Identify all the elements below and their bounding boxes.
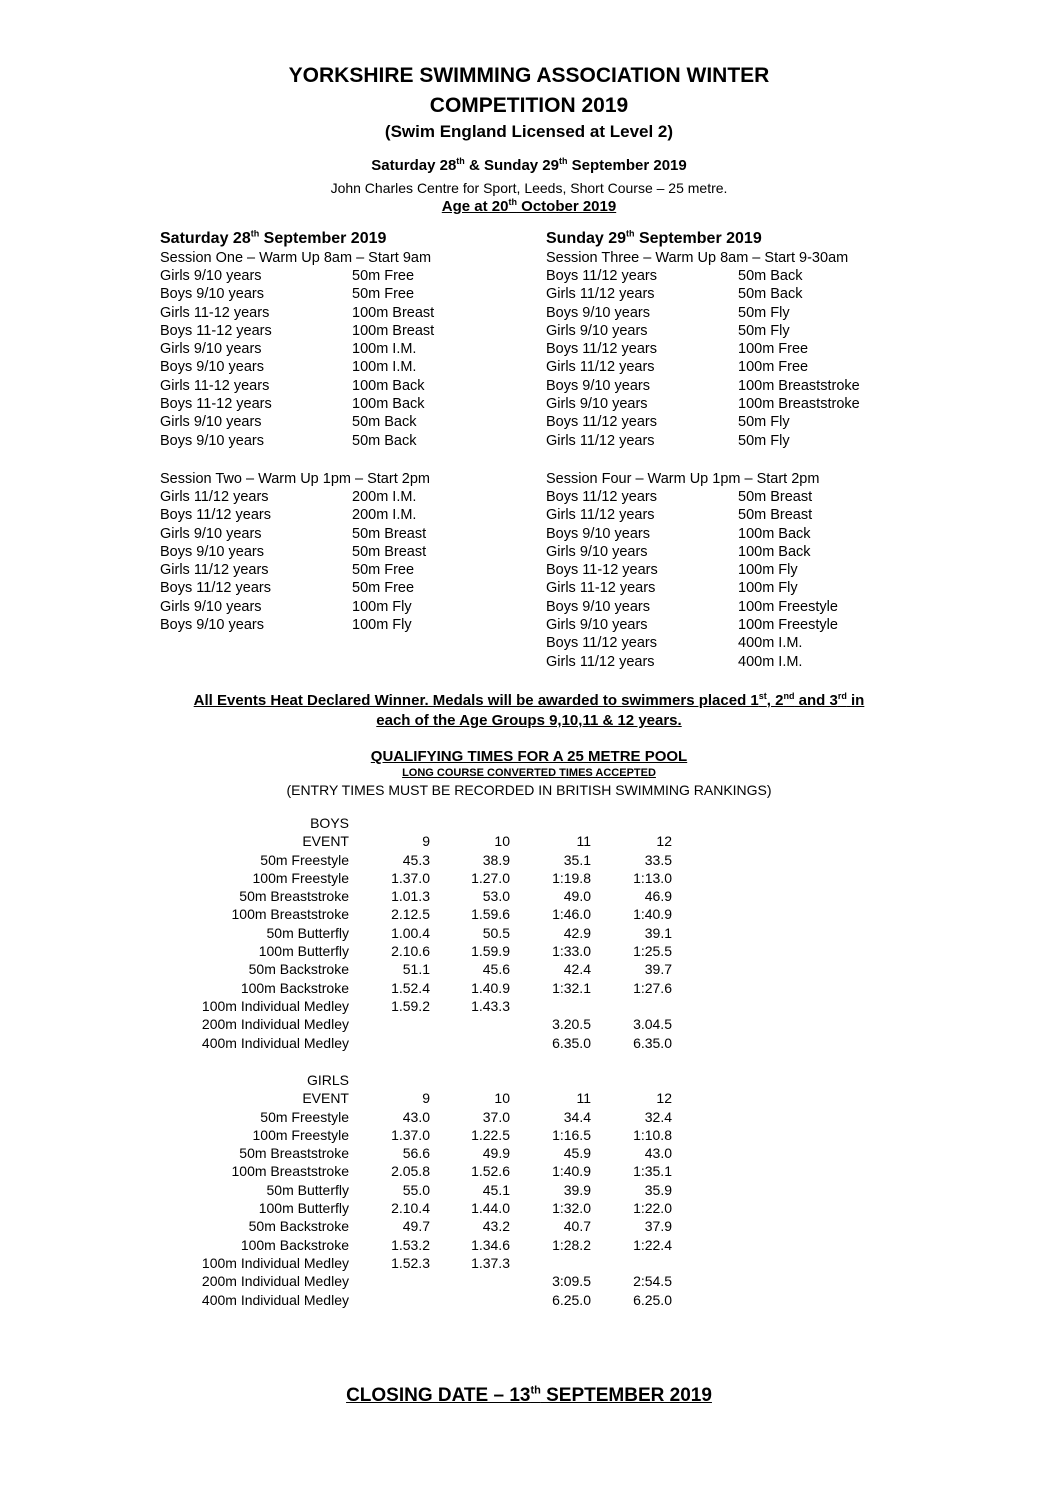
time-c10: 1.40.9 [471,979,510,996]
time-c9: 45.3 [402,851,430,868]
event-row [546,358,926,376]
title-line-2: COMPETITION 2019 [429,94,629,117]
age-group: Girls 11/12 years [546,286,655,303]
event-row [546,653,926,671]
time-c9: 2.12.5 [391,906,430,923]
time-c9: 2.10.6 [391,943,430,960]
event-name: 50m Breast [352,525,427,542]
time-c9: 56.6 [402,1145,430,1162]
age-group: Girls 11/12 years [546,507,655,524]
time-c10: 53.0 [482,888,510,905]
time-c10: 1.59.6 [471,906,510,923]
event-name: 100m Fly [738,562,798,579]
table-row [0,1108,1058,1126]
age-group: Boys 9/10 years [546,598,650,615]
time-c12: 6.25.0 [633,1291,672,1308]
header-event: EVENT [302,833,349,850]
header-c10: 10 [494,1090,510,1107]
time-c11: 6.25.0 [552,1291,591,1308]
header-c11: 11 [576,1090,591,1107]
event-name: 400m Individual Medley [201,1034,349,1051]
event-name: 50m Butterfly [266,924,349,941]
time-c12: 32.4 [644,1108,672,1125]
event-row [546,506,926,524]
girls-label: GIRLS [306,1072,349,1088]
time-c12: 1:13.0 [633,869,672,886]
qualifying-note: (ENTRY TIMES MUST BE RECORDED IN BRITISH SWIMMING RANKINGS) [286,782,772,798]
time-c9: 51.1 [402,961,430,978]
time-c12: 46.9 [644,888,672,905]
time-c11: 40.7 [563,1218,591,1235]
time-c11: 42.4 [563,961,591,978]
time-c9: 1.52.4 [391,979,430,996]
title-line-1: YORKSHIRE SWIMMING ASSOCIATION WINTER [288,64,770,87]
table-row [0,887,1058,905]
time-c12: 1:22.4 [633,1236,672,1253]
age-group: Girls 11-12 years [546,580,656,597]
time-c10: 49.9 [482,1145,510,1162]
table-row [0,1034,1058,1052]
header-c10: 10 [494,833,510,850]
time-c12: 1:25.5 [633,943,672,960]
event-row [160,488,520,506]
event-row [546,525,926,543]
time-c10: 43.2 [482,1218,510,1235]
age-group: Girls 9/10 years [160,598,262,615]
time-c10: 1.34.6 [471,1236,510,1253]
time-c12: 43.0 [644,1145,672,1162]
time-c11: 42.9 [563,924,591,941]
time-c11: 45.9 [563,1145,591,1162]
age-group: Boys 9/10 years [546,304,650,321]
event-name: 100m I.M. [352,359,417,376]
event-row [546,340,926,358]
age-group: Girls 9/10 years [160,341,262,358]
time-c11: 1:32.0 [552,1200,591,1217]
event-name: 100m Backstroke [240,1236,349,1253]
session-three-title: Session Three – Warm Up 8am – Start 9-30am [546,250,849,266]
table-row [0,1162,1058,1180]
event-name: 50m Fly [738,432,790,449]
event-row [546,432,926,450]
time-c12: 1:27.6 [633,979,672,996]
session-one-title: Session One – Warm Up 8am – Start 9am [160,250,432,266]
event-name: 100m Butterfly [258,1200,349,1217]
age-group: Girls 9/10 years [546,322,648,339]
event-name: 100m I.M. [352,341,417,358]
age-group: Boys 11-12 years [160,322,272,339]
time-c11: 1:33.0 [552,943,591,960]
time-c9: 1.37.0 [391,869,430,886]
event-row [160,432,520,450]
time-c10: 45.1 [482,1181,510,1198]
time-c9: 55.0 [402,1181,430,1198]
time-c11: 49.0 [563,888,591,905]
session-four-events [546,488,926,671]
time-c10: 38.9 [482,851,510,868]
event-name: 200m Individual Medley [201,1273,349,1290]
header-event: EVENT [302,1090,349,1107]
event-name: 50m Breast [738,507,813,524]
age-group: Girls 11/12 years [546,432,655,449]
event-name: 50m Fly [738,322,790,339]
time-c10: 37.0 [482,1108,510,1125]
table-row [0,905,1058,923]
table-row [0,924,1058,942]
table-row [0,1236,1058,1254]
time-c12: 1:35.1 [633,1163,672,1180]
age-group: Girls 9/10 years [160,268,262,284]
event-name: 100m Freestyle [252,1126,349,1143]
time-c9: 1.01.3 [391,888,430,905]
time-c10: 1.27.0 [471,869,510,886]
age-group: Girls 9/10 years [546,396,648,413]
event-name: 100m Individual Medley [201,1254,349,1271]
age-group: Girls 9/10 years [160,414,262,431]
event-name: 100m Back [352,377,425,394]
event-name: 100m Fly [352,617,412,634]
event-name: 100m Breaststroke [231,1163,349,1180]
time-c9: 49.7 [402,1218,430,1235]
event-row [160,506,520,524]
age-group: Girls 11/12 years [160,489,269,505]
event-name: 100m Free [738,341,809,358]
table-row [0,1217,1058,1235]
event-name: 50m Back [352,414,417,431]
event-row [160,285,520,303]
time-c11: 1:40.9 [552,1163,591,1180]
time-c10: 1.44.0 [471,1200,510,1217]
event-row [160,358,520,376]
age-group: Boys 11/12 years [546,341,657,358]
event-name: 400m I.M. [738,635,803,652]
event-name: 200m I.M. [352,489,417,505]
time-c11: 1:46.0 [552,906,591,923]
event-name: 400m Individual Medley [201,1291,349,1308]
table-row [0,1144,1058,1162]
time-c11: 1:19.8 [552,869,591,886]
event-name: 100m Backstroke [240,979,349,996]
event-row [546,616,926,634]
session-one-events [160,267,520,450]
time-c9: 1.52.3 [391,1254,430,1271]
time-c12: 37.9 [644,1218,672,1235]
event-name: 50m Fly [738,414,790,431]
header-c9: 9 [422,833,430,850]
age-group: Boys 9/10 years [160,359,264,376]
time-c10: 1.52.6 [471,1163,510,1180]
girls-label-row [0,1071,1058,1089]
age-group: Boys 9/10 years [160,286,264,303]
time-c9: 1.53.2 [391,1236,430,1253]
event-name: 50m Breast [738,489,813,505]
table-row [0,1291,1058,1309]
event-row [546,267,926,285]
saturday-heading: Saturday 28th September 2019 [160,228,387,247]
time-c11: 1:28.2 [552,1236,591,1253]
time-c9: 1.00.4 [391,924,430,941]
age-group: Girls 11/12 years [546,359,655,376]
session-two-title: Session Two – Warm Up 1pm – Start 2pm [160,471,430,487]
age-group: Boys 11/12 years [546,268,657,284]
table-row [0,1199,1058,1217]
table-header [0,832,1058,850]
girls-qualifying-table [0,1071,1058,1309]
table-row [0,960,1058,978]
table-row [0,1181,1058,1199]
venue: John Charles Centre for Sport, Leeds, Short Course – 25 metre. [330,180,728,196]
event-row [546,285,926,303]
event-row [546,598,926,616]
event-name: 50m Back [738,268,803,284]
time-c11: 1:16.5 [552,1126,591,1143]
time-c11: 35.1 [563,851,591,868]
medals-note-line-1: All Events Heat Declared Winner. Medals will be awarded to swimmers placed 1st, 2nd and 3rd in [193,691,865,709]
age-group: Girls 9/10 years [546,617,648,634]
event-name: 100m Fly [738,580,798,597]
time-c10: 45.6 [482,961,510,978]
event-name: 100m Free [738,359,809,376]
time-c9: 2.05.8 [391,1163,430,1180]
age-group: Boys 11-12 years [546,562,658,579]
age-group: Boys 9/10 years [546,525,650,542]
table-row [0,997,1058,1015]
event-name: 100m Individual Medley [201,997,349,1014]
boys-label: BOYS [310,815,349,831]
table-row [0,1015,1058,1033]
time-c11: 39.9 [563,1181,591,1198]
time-c12: 39.1 [644,924,672,941]
event-row [160,322,520,340]
time-c10: 1.37.3 [471,1254,510,1271]
table-row [0,1126,1058,1144]
age-group: Girls 9/10 years [546,543,648,560]
event-row [160,598,520,616]
session-four-title: Session Four – Warm Up 1pm – Start 2pm [546,471,820,487]
event-name: 50m Back [352,432,417,449]
header-c11: 11 [576,833,591,850]
event-row [160,340,520,358]
event-name: 50m Free [352,562,415,579]
age-group: Boys 11-12 years [160,396,272,413]
event-name: 50m Freestyle [260,1108,349,1125]
time-c11: 6.35.0 [552,1034,591,1051]
event-row [160,543,520,561]
table-row [0,1254,1058,1272]
time-c11: 3:09.5 [552,1273,591,1290]
time-c11: 3.20.5 [552,1016,591,1033]
event-name: 50m Fly [738,304,790,321]
time-c9: 43.0 [402,1108,430,1125]
time-c12: 1:22.0 [633,1200,672,1217]
event-name: 50m Butterfly [266,1181,349,1198]
time-c9: 2.10.4 [391,1200,430,1217]
session-three-events [546,267,926,450]
event-name: 100m Back [738,543,811,560]
time-c9: 1.37.0 [391,1126,430,1143]
qualifying-subtitle: LONG COURSE CONVERTED TIMES ACCEPTED [402,767,656,779]
event-name: 50m Free [352,268,415,284]
event-row [546,304,926,322]
table-row [0,979,1058,997]
table-row [0,869,1058,887]
event-row [546,413,926,431]
age-group: Boys 9/10 years [160,543,264,560]
event-row [546,395,926,413]
sunday-heading: Sunday 29th September 2019 [546,228,762,247]
event-name: 50m Free [352,580,415,597]
event-row [546,561,926,579]
age-group: Girls 9/10 years [160,525,262,542]
event-name: 100m Breast [352,304,435,321]
event-name: 50m Breast [352,543,427,560]
time-c11: 1:32.1 [552,979,591,996]
event-name: 50m Breaststroke [239,1145,349,1162]
event-name: 100m Breaststroke [738,377,860,394]
event-row [546,579,926,597]
time-c12: 33.5 [644,851,672,868]
event-name: 100m Butterfly [258,943,349,960]
time-c12: 2:54.5 [633,1273,672,1290]
table-header [0,1089,1058,1107]
qualifying-title: QUALIFYING TIMES FOR A 25 METRE POOL [370,748,688,765]
event-name: 50m Freestyle [260,851,349,868]
age-group: Boys 9/10 years [160,617,264,634]
header-c12: 12 [656,1090,672,1107]
closing-date: CLOSING DATE – 13th SEPTEMBER 2019 [346,1384,712,1406]
table-row [0,942,1058,960]
event-row [160,395,520,413]
event-row [160,304,520,322]
time-c12: 3.04.5 [633,1016,672,1033]
event-name: 100m Freestyle [738,598,838,615]
event-row [546,488,926,506]
time-c9: 1.59.2 [391,997,430,1014]
event-name: 200m Individual Medley [201,1016,349,1033]
age-group: Boys 9/10 years [546,377,650,394]
time-c12: 35.9 [644,1181,672,1198]
event-name: 50m Free [352,286,415,303]
time-c12: 6.35.0 [633,1034,672,1051]
event-row [160,267,520,285]
event-name: 200m I.M. [352,507,417,524]
event-name: 100m Fly [352,598,412,615]
time-c11: 34.4 [563,1108,591,1125]
event-name: 50m Breaststroke [239,888,349,905]
time-c10: 1.43.3 [471,997,510,1014]
age-group: Boys 11/12 years [546,414,657,431]
time-c12: 1:10.8 [633,1126,672,1143]
event-name: 100m Breaststroke [231,906,349,923]
event-row [546,634,926,652]
age-group: Girls 11/12 years [160,562,269,579]
table-row [0,851,1058,869]
boys-label-row [0,814,1058,832]
time-c12: 39.7 [644,961,672,978]
event-row [160,377,520,395]
event-row [160,525,520,543]
age-group: Girls 11-12 years [160,377,270,394]
event-name: 100m Breast [352,322,435,339]
licence-note: (Swim England Licensed at Level 2) [384,122,674,141]
session-two-events [160,488,520,634]
event-name: 400m I.M. [738,653,803,670]
event-name: 100m Freestyle [738,617,838,634]
age-group: Girls 11/12 years [546,653,655,670]
event-name: 50m Backstroke [248,961,349,978]
time-c10: 1.22.5 [471,1126,510,1143]
age-group: Boys 9/10 years [160,432,264,449]
header-c9: 9 [422,1090,430,1107]
competition-dates: Saturday 28th & Sunday 29th September 2019 [371,156,687,174]
event-row [160,616,520,634]
time-c10: 1.59.9 [471,943,510,960]
boys-qualifying-table [0,814,1058,1052]
event-row [160,579,520,597]
table-row [0,1272,1058,1290]
time-c12: 1:40.9 [633,906,672,923]
age-group: Girls 11-12 years [160,304,270,321]
event-row [160,413,520,431]
medals-note-line-2: each of the Age Groups 9,10,11 & 12 years. [376,712,682,729]
age-group: Boys 11/12 years [546,489,657,505]
event-name: 100m Freestyle [252,869,349,886]
event-name: 50m Backstroke [248,1218,349,1235]
event-name: 100m Breaststroke [738,396,860,413]
event-row [546,322,926,340]
event-row [546,377,926,395]
event-name: 100m Back [352,396,425,413]
header-c12: 12 [656,833,672,850]
age-group: Boys 11/12 years [546,635,657,652]
age-group: Boys 11/12 years [160,507,271,524]
event-name: 50m Back [738,286,803,303]
time-c10: 50.5 [482,924,510,941]
event-row [160,561,520,579]
age-group: Boys 11/12 years [160,580,271,597]
event-name: 100m Back [738,525,811,542]
event-row [546,543,926,561]
age-date: Age at 20th October 2019 [441,197,617,215]
